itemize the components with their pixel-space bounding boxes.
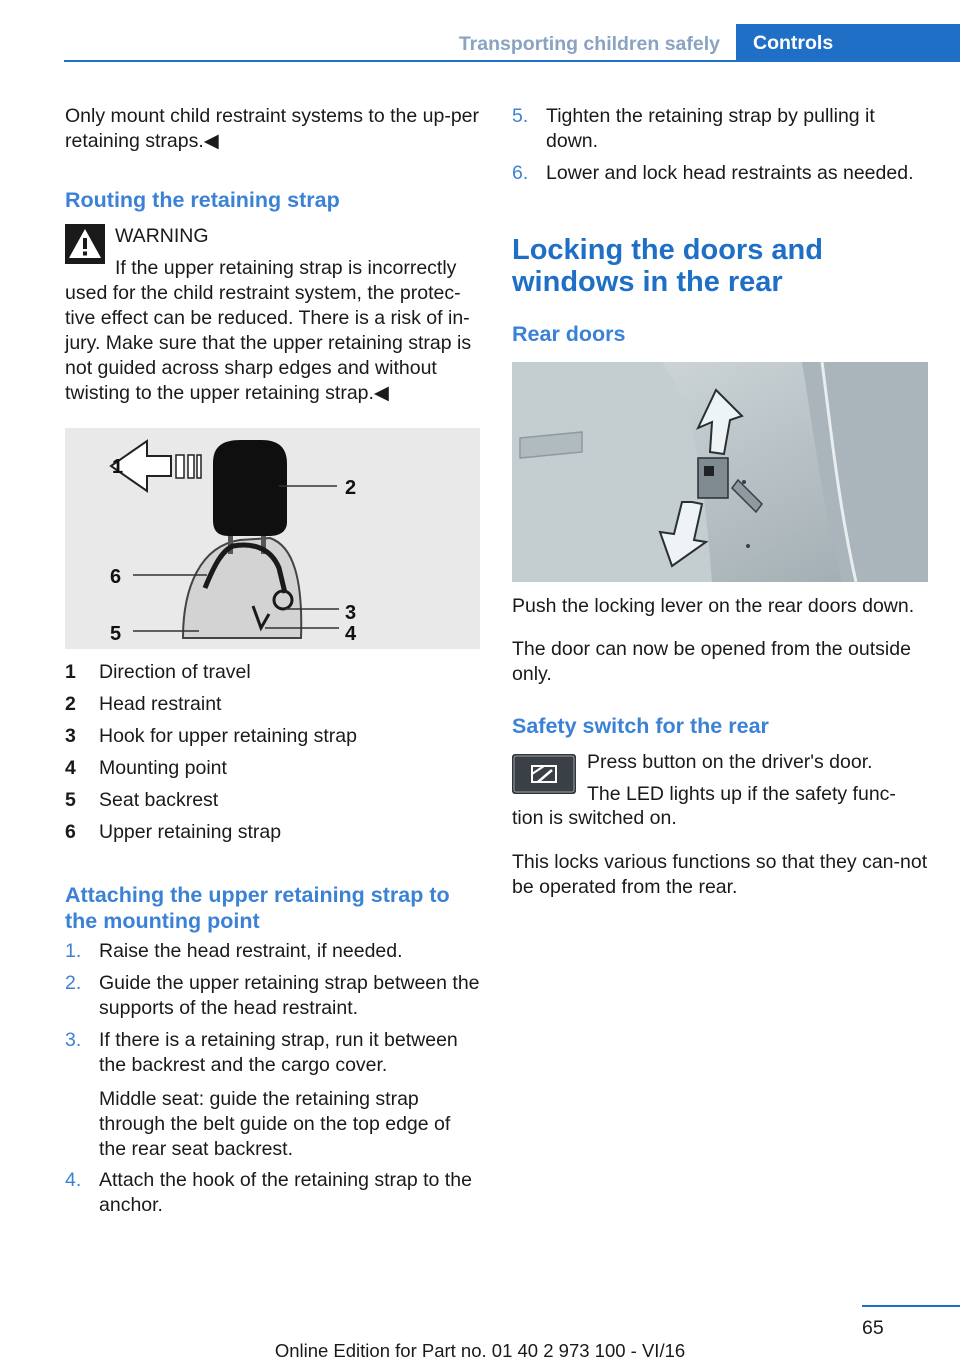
door-lock-illustration [512, 362, 928, 582]
head-restraint-figure [65, 428, 480, 649]
step-note: Middle seat: guide the retaining strap through the belt guide on the top edge of the rear seat backrest. [99, 1088, 451, 1160]
left-column [65, 104, 481, 154]
running-header-section: Transporting children safely [458, 33, 720, 55]
safety-line-2: The LED lights up if the safety func- [587, 783, 896, 805]
legend-item: 6 Upper retaining strap [65, 821, 282, 843]
page-number: 65 [862, 1317, 884, 1339]
figure-label-3: 3 [345, 602, 357, 624]
figure-label-4: 4 [345, 623, 357, 645]
figure-legend [65, 660, 481, 852]
step-item: 6. Lower and lock head restraints as needed. [512, 162, 914, 184]
legend-item: 4 Mounting point [65, 757, 227, 779]
edition-footer: Online Edition for Part no. 01 40 2 973 100 - VI/16 [274, 1340, 686, 1361]
figure-label-1: 1 [112, 456, 124, 478]
step-item: 3. If there is a retaining strap, run it between the backrest and the cargo cover. Middle seat: guide the retaining strap through the belt guide on the top edge of the rear seat backrest. [65, 1028, 481, 1162]
step-item: 4. Attach the hook of the retaining strap to the anchor. [65, 1169, 472, 1216]
paragraph: This locks various functions so that they can-not be operated from the rear. [512, 851, 928, 898]
routing-heading: Routing the retaining strap [65, 188, 340, 212]
intro-paragraph: Only mount child restraint systems to the up-per retaining straps.◀ [65, 105, 480, 152]
step-item: 5. Tighten the retaining strap by pulling it down. [512, 105, 875, 152]
legend-item: 5 Seat backrest [65, 789, 219, 811]
step-item: 2. Guide the upper retaining strap between the supports of the head restraint. [65, 972, 480, 1019]
paragraph: Push the locking lever on the rear doors down. [512, 595, 915, 617]
paragraph: The door can now be opened from the outside only. [512, 638, 911, 685]
section-heading: Locking the doors and windows in the rear [512, 234, 823, 298]
head-restraint-illustration [65, 428, 480, 649]
window-lock-button-icon [512, 754, 576, 794]
figure-label-2: 2 [345, 477, 357, 499]
legend-item: 3 Hook for upper retaining strap [65, 725, 357, 747]
warning-block [65, 224, 481, 404]
safety-line-1: Press button on the driver's door. [587, 751, 873, 773]
header-rule [64, 60, 960, 62]
step-item: 1. Raise the head restraint, if needed. [65, 940, 403, 962]
warning-first-line: If the upper retaining strap is incorrectly [115, 257, 457, 279]
legend-item: 1 Direction of travel [65, 661, 251, 683]
warning-label: WARNING [115, 225, 209, 247]
rear-doors-heading: Rear doors [512, 322, 626, 346]
warning-triangle-icon [65, 224, 105, 264]
safety-switch-heading: Safety switch for the rear [512, 714, 769, 738]
figure-label-6: 6 [110, 566, 122, 588]
attach-heading: Attaching the upper retaining strap to the mounting point [65, 883, 450, 933]
warning-text: used for the child restraint system, the protec-tive effect can be reduced. There is a risk of in-jury. Make sure that the upper retaining strap is not guided across sharp edges and without twisting to the upper retaining strap.◀ [65, 282, 472, 404]
figure-label-5: 5 [110, 623, 122, 645]
rear-door-photo [512, 362, 928, 582]
running-header-tab: Controls [736, 24, 960, 62]
footer-rule [862, 1305, 960, 1307]
safety-text: tion is switched on. [512, 807, 677, 829]
legend-item: 2 Head restraint [65, 693, 222, 715]
